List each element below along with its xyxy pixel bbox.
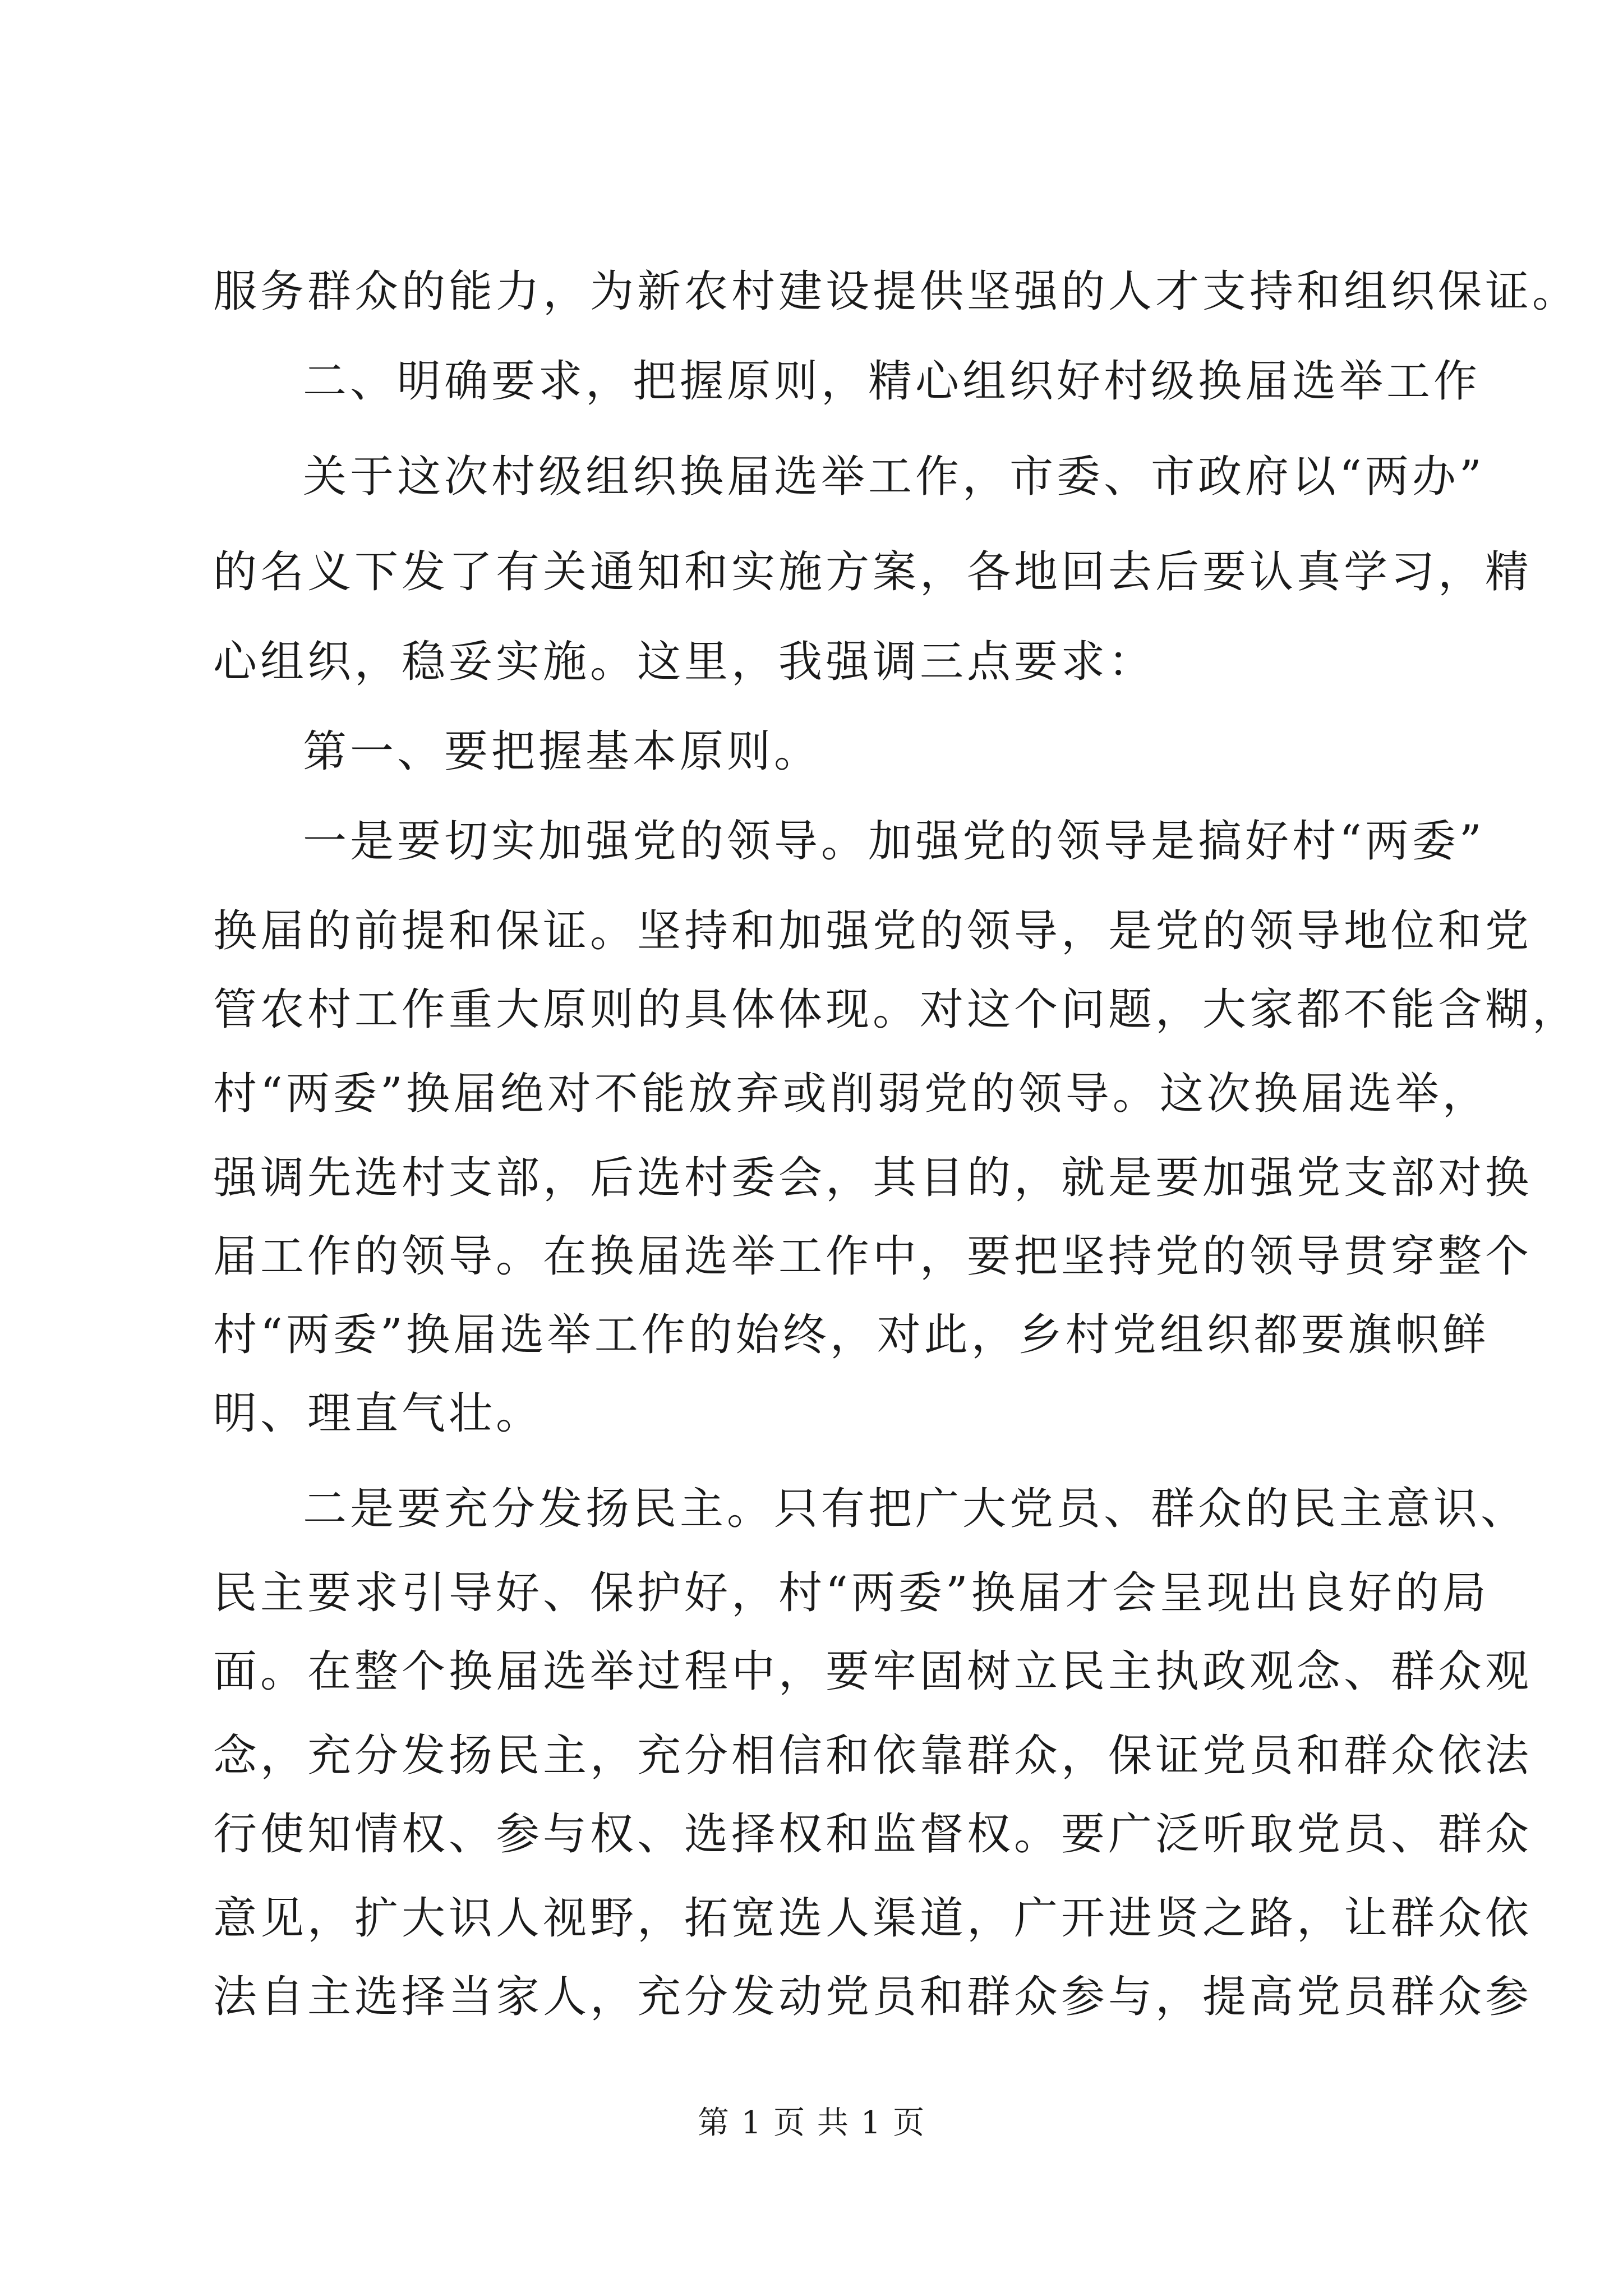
text-line: 服务群众的能力，为新农村建设提供坚强的人才支持和组织保证。 [213, 266, 1580, 317]
section-heading: 二、明确要求，把握原则，精心组织好村级换届选举工作 [303, 356, 1481, 407]
text-line: 念，充分发扬民主，充分相信和依靠群众，保证党员和群众依法 [213, 1731, 1533, 1781]
text-line: 换届的前提和保证。坚持和加强党的领导，是党的领导地位和党 [213, 906, 1533, 956]
text-line: 届工作的领导。在换届选举工作中，要把坚持党的领导贯穿整个 [213, 1231, 1533, 1282]
text-line: 的名义下发了有关通知和实施方案，各地回去后要认真学习，精 [213, 547, 1533, 597]
text-line: 心组织，稳妥实施。这里，我强调三点要求： [213, 637, 1156, 687]
text-line: 明、理直气壮。 [213, 1388, 543, 1439]
paragraph-line: 二是要充分发扬民主。只有把广大党员、群众的民主意识、 [303, 1484, 1528, 1534]
subheading: 第一、要把握基本原则。 [303, 726, 822, 777]
text-line: 村“两委”换届选举工作的始终，对此，乡村党组织都要旗帜鲜 [213, 1310, 1490, 1360]
text-line: 面。在整个换届选举过程中，要牢固树立民主执政观念、群众观 [213, 1646, 1533, 1697]
page-number-footer: 第 1 页 共 1 页 [697, 2105, 926, 2141]
text-line: 强调先选村支部，后选村委会，其目的，就是要加强党支部对换 [213, 1153, 1533, 1203]
paragraph-line: 一是要切实加强党的领导。加强党的领导是搞好村“两委” [303, 816, 1485, 867]
text-line: 行使知情权、参与权、选择权和监督权。要广泛听取党员、群众 [213, 1809, 1533, 1860]
paragraph-line: 关于这次村级组织换届选举工作，市委、市政府以“两办” [303, 452, 1485, 502]
text-line: 意见，扩大识人视野，拓宽选人渠道，广开进贤之路，让群众依 [213, 1893, 1533, 1944]
text-line: 民主要求引导好、保护好，村“两委”换届才会呈现出良好的局 [213, 1568, 1490, 1618]
text-line: 管农村工作重大原则的具体体现。对这个问题，大家都不能含糊， [213, 984, 1580, 1035]
text-line: 村“两委”换届绝对不能放弃或削弱党的领导。这次换届选举， [213, 1069, 1490, 1119]
text-line: 法自主选择当家人，充分发动党员和群众参与，提高党员群众参 [213, 1972, 1533, 2022]
